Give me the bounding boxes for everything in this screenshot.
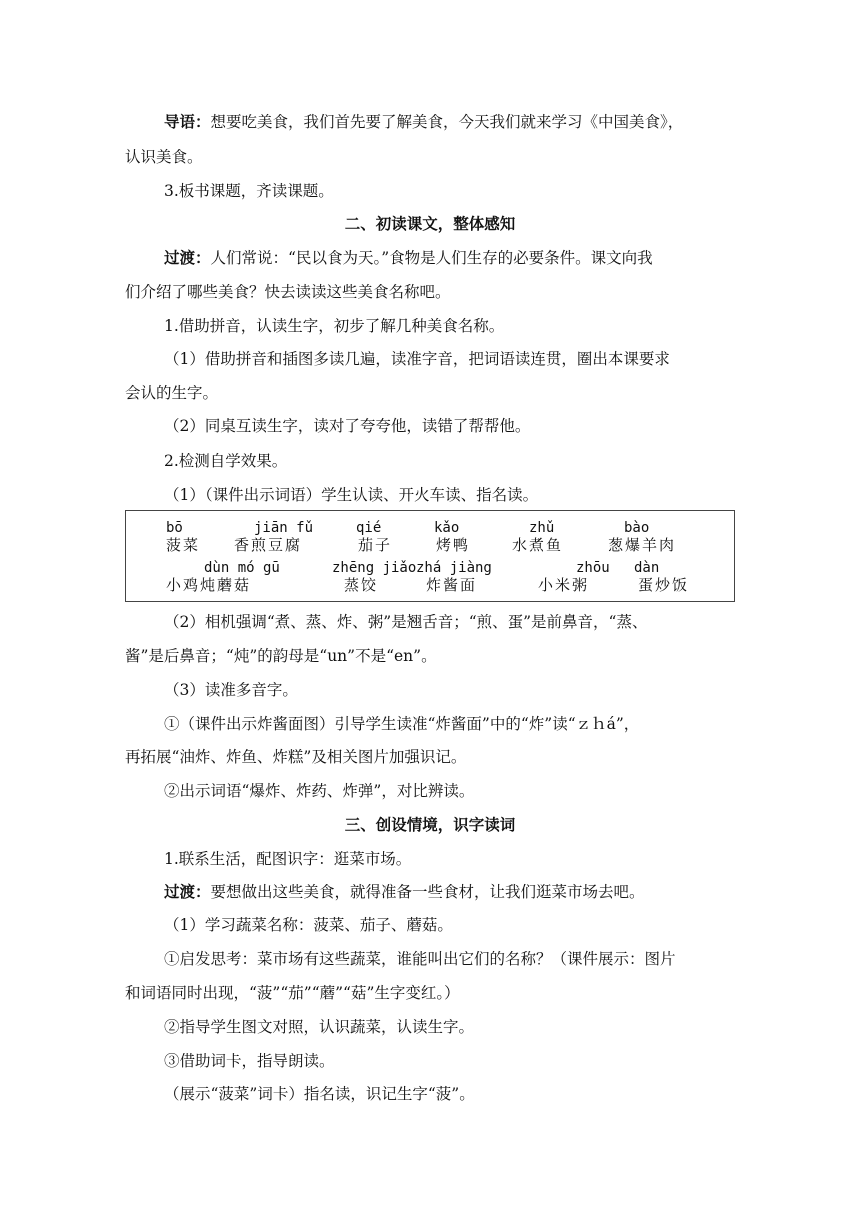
word: 小米粥 [538,576,590,594]
item-1-1-line-1: （1）借助拼音和插图多读几遍，读准字音，把词语读连贯，圈出本课要求 [164,350,670,368]
transition-text: 人们常说：“民以食为天。”食物是人们生存的必要条件。课文向我 [210,249,653,267]
pinyin: zhǔ [529,520,555,536]
word: 烤鸭 [436,536,471,554]
section-3-heading: 三、创设情境，识字读词 [344,815,516,834]
pinyin: bào [624,520,650,536]
transition-line-2: 们介绍了哪些美食？快去读读这些美食名称吧。 [125,283,451,301]
item-2-2-line-1: （2）相机强调“煮、蒸、炸、粥”是翘舌音；“煎、蛋”是前鼻音，“蒸、 [164,613,648,631]
intro-label: 导语： [164,112,211,131]
item-2: 2.检测自学效果。 [164,452,288,470]
section-3-item-1: 1.联系生活，配图识字：逛菜市场。 [164,850,412,868]
intro-line-2: 认识美食。 [125,148,203,166]
pinyin: zhōu [576,560,610,576]
item-2-2-line-2: 酱”是后鼻音；“炖”的韵母是“un”不是“en”。 [125,647,437,665]
pinyin: qié [356,520,382,536]
pinyin: zhēng jiǎo [332,560,417,576]
circle-1-line-1: ①（课件出示炸酱面图）引导学生读准“炸酱面”中的“炸”读“ｚｈá”， [164,715,640,733]
transition-label: 过渡： [164,882,211,901]
intro-text: 想要吃美食，我们首先要了解美食，今天我们就来学习《中国美食》， [210,113,684,131]
item-2-3: （3）读准多音字。 [164,681,298,699]
word: 水煮鱼 [512,536,564,554]
section-3-transition [164,881,645,903]
transition-line-1 [164,247,653,269]
pinyin: dùn mó gū [204,560,280,576]
circle-2: ②出示词语“爆炸、炸药、炸弹”，对比辨读。 [164,782,475,800]
word: 炸酱面 [426,576,478,594]
transition-label: 过渡： [164,248,211,267]
word: 蛋炒饭 [638,576,690,594]
transition-text: 要想做出这些美食，就得准备一些食材，让我们逛菜市场去吧。 [210,883,645,901]
item-1: 1.借助拼音，认读生字，初步了解几种美食名称。 [164,317,505,335]
section-3-circle-1-line-2: 和词语同时出现，“菠”“茄”“蘑”“菇”生字变红。） [125,984,460,1002]
section-3-item-1-1: （1）学习蔬菜名称：菠菜、茄子、蘑菇。 [164,916,453,934]
word: 菠菜 [166,536,201,554]
item-1-2: （2）同桌互读生字，读对了夸夸他，读错了帮帮他。 [164,417,531,435]
section-3-circle-2: ②指导学生图文对照，认识蔬菜，认读生字。 [164,1018,475,1036]
section-3-circle-3: ③借助词卡，指导朗读。 [164,1052,335,1070]
word: 蒸饺 [344,576,379,594]
circle-1-line-2: 再拓展“油炸、炸鱼、炸糕”及相关图片加强识记。 [125,748,467,766]
pinyin: zhá jiàng [416,560,492,576]
section-3-last: （展示“菠菜”词卡）指名读，识记生字“菠”。 [164,1085,475,1103]
word: 葱爆羊肉 [608,536,677,554]
pinyin: jiān fǔ [254,520,314,536]
pinyin: bō [166,520,183,536]
word: 小鸡炖蘑菇 [166,576,252,594]
intro-line-1 [164,111,683,133]
item-1-1-line-2: 会认的生字。 [125,384,219,402]
word: 香煎豆腐 [234,536,303,554]
pinyin: kǎo [434,520,460,536]
section-3-circle-1-line-1: ①启发思考：菜市场有这些蔬菜，谁能叫出它们的名称？（课件展示：图片 [164,950,676,968]
item-2-1: （1）（课件出示词语）学生认读、开火车读、指名读。 [164,486,539,504]
pinyin: dàn [634,560,660,576]
word-box [125,510,735,602]
section-2-heading: 二、初读课文，整体感知 [344,214,516,233]
step-3: 3.板书课题，齐读课题。 [164,182,334,200]
word: 茄子 [358,536,393,554]
